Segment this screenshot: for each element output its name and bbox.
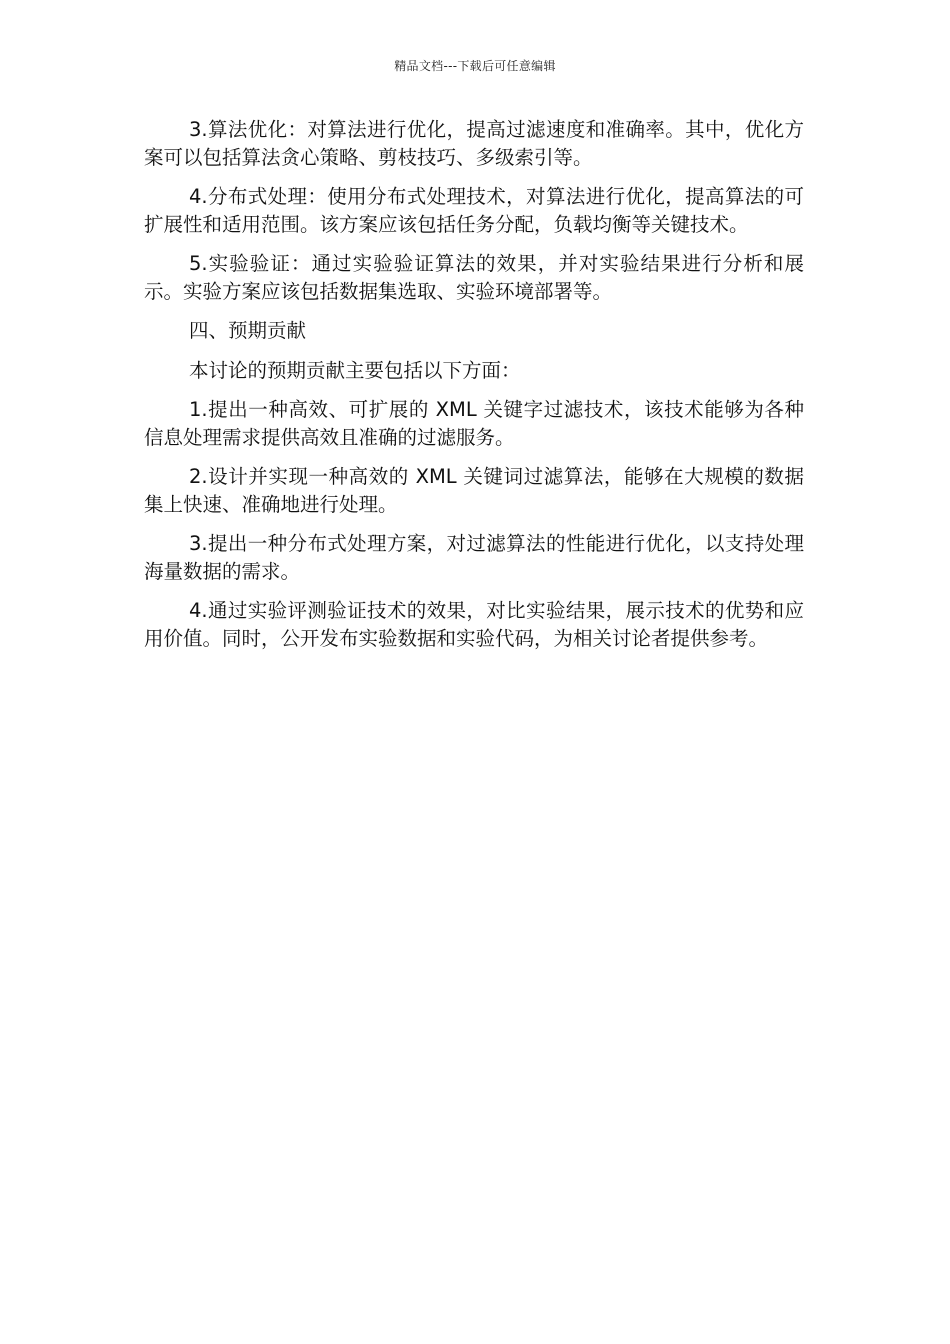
document-body xyxy=(144,116,804,664)
paragraph-experiment-validation: 5.实验验证：通过实验验证算法的效果，并对实验结果进行分析和展示。实验方案应该包括数据集选取、实验环境部署等。 xyxy=(144,252,804,303)
paragraph-contribution-4: 4.通过实验评测验证技术的效果，对比实验结果，展示技术的优势和应用价值。同时，公开发布实验数据和实验代码，为相关讨论者提供参考。 xyxy=(144,599,804,650)
section-heading-expected-contributions: 四、预期贡献 xyxy=(189,319,307,342)
paragraph-contribution-3: 3.提出一种分布式处理方案，对过滤算法的性能进行优化，以支持处理海量数据的需求。 xyxy=(144,532,804,583)
paragraph-contributions-intro: 本讨论的预期贡献主要包括以下方面： xyxy=(189,358,521,382)
paragraph-contribution-2: 2.设计并实现一种高效的 XML 关键词过滤算法，能够在大规模的数据集上快速、准确地进行处理。 xyxy=(144,465,804,516)
paragraph-distributed-processing: 4.分布式处理：使用分布式处理技术，对算法进行优化，提高算法的可扩展性和适用范围。该方案应该包括任务分配，负载均衡等关键技术。 xyxy=(144,185,804,236)
paragraph-algorithm-optimization: 3.算法优化：对算法进行优化，提高过滤速度和准确率。其中，优化方案可以包括算法贪心策略、剪枝技巧、多级索引等。 xyxy=(144,118,804,169)
paragraph-contribution-1: 1.提出一种高效、可扩展的 XML 关键字过滤技术，该技术能够为各种信息处理需求提供高效且准确的过滤服务。 xyxy=(144,398,804,449)
page-header: 精品文档---下载后可任意编辑 xyxy=(394,59,556,73)
